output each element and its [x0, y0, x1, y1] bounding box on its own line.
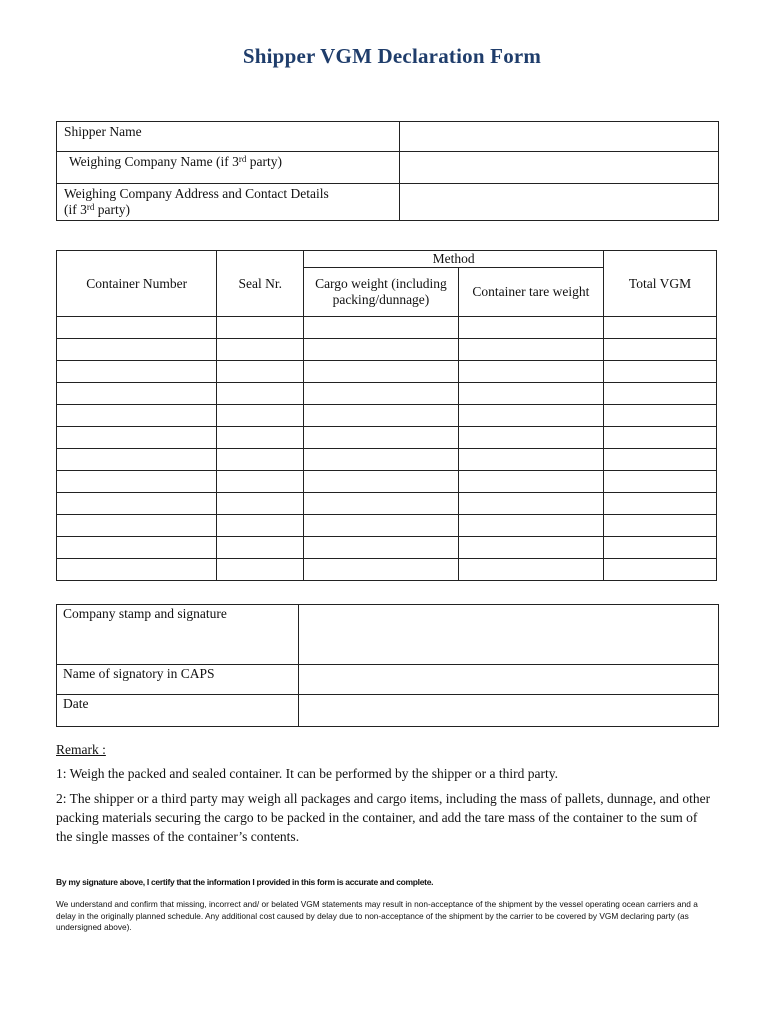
weighing-company-field[interactable]	[400, 152, 719, 184]
container-tare-cell[interactable]	[458, 493, 603, 515]
seal-nr-cell[interactable]	[217, 405, 304, 427]
table-row	[57, 317, 717, 339]
seal-nr-cell[interactable]	[217, 317, 304, 339]
table-row	[57, 339, 717, 361]
container-number-cell[interactable]	[57, 449, 217, 471]
total-vgm-cell[interactable]	[604, 537, 717, 559]
container-tare-cell[interactable]	[458, 537, 603, 559]
shipper-info-table	[56, 121, 719, 221]
date-label: Date	[57, 695, 299, 727]
table-row	[57, 559, 717, 581]
weighing-company-sup: rd	[238, 154, 247, 164]
container-tare-cell[interactable]	[458, 559, 603, 581]
weighing-address-line2	[64, 202, 393, 218]
remark-heading: Remark :	[56, 742, 106, 757]
container-number-cell[interactable]	[57, 383, 217, 405]
seal-nr-cell[interactable]	[217, 559, 304, 581]
date-field[interactable]	[299, 695, 719, 727]
table-row	[57, 427, 717, 449]
cargo-weight-cell[interactable]	[304, 515, 459, 537]
seal-nr-cell[interactable]	[217, 339, 304, 361]
seal-nr-cell[interactable]	[217, 427, 304, 449]
signatory-label: Name of signatory in CAPS	[57, 665, 299, 695]
total-vgm-cell[interactable]	[604, 515, 717, 537]
container-number-cell[interactable]	[57, 515, 217, 537]
container-number-cell[interactable]	[57, 361, 217, 383]
container-number-header: Container Number	[57, 251, 217, 317]
stamp-field[interactable]	[299, 605, 719, 665]
signature-table	[56, 604, 719, 727]
understanding-statement: We understand and confirm that missing, incorrect and/ or belated VGM statements may result in non-acceptance of the shipment by the vessel operating ocean carriers and a delay in the originally planned schedule. Any additional cost caused by delay due to non-acceptance of the shipment by the carrier to be covered by VGM declaring party (as undersigned above).	[56, 899, 698, 932]
cargo-weight-cell[interactable]	[304, 471, 459, 493]
container-tare-cell[interactable]	[458, 383, 603, 405]
container-tare-cell[interactable]	[458, 427, 603, 449]
container-number-cell[interactable]	[57, 471, 217, 493]
method-header: Method	[304, 251, 604, 268]
remark-item-1: 1: Weigh the packed and sealed container. It can be performed by the shipper or a third party.	[56, 766, 558, 781]
total-vgm-cell[interactable]	[604, 471, 717, 493]
weighing-address-text: (if 3	[64, 202, 87, 217]
weighing-address-label	[57, 184, 400, 221]
weighing-company-label	[57, 152, 400, 184]
table-row	[57, 537, 717, 559]
weighing-address-field[interactable]	[400, 184, 719, 221]
cargo-weight-cell[interactable]	[304, 493, 459, 515]
remark-item-2: 2: The shipper or a third party may weigh all packages and cargo items, including the mass of pallets, dunnage, and other packing materials securing the cargo to be packed in the container, and add the tare mass of the container to the sum of the single masses of the container’s contents.	[56, 791, 711, 844]
total-vgm-cell[interactable]	[604, 449, 717, 471]
cargo-weight-cell[interactable]	[304, 427, 459, 449]
total-vgm-cell[interactable]	[604, 383, 717, 405]
container-number-cell[interactable]	[57, 339, 217, 361]
container-number-cell[interactable]	[57, 493, 217, 515]
weighing-address-sup: rd	[86, 202, 95, 212]
container-number-cell[interactable]	[57, 427, 217, 449]
total-vgm-cell[interactable]	[604, 405, 717, 427]
container-tare-cell[interactable]	[458, 339, 603, 361]
seal-nr-cell[interactable]	[217, 361, 304, 383]
container-tare-cell[interactable]	[458, 405, 603, 427]
container-number-cell[interactable]	[57, 405, 217, 427]
signatory-field[interactable]	[299, 665, 719, 695]
cargo-weight-cell[interactable]	[304, 449, 459, 471]
cargo-weight-cell[interactable]	[304, 383, 459, 405]
container-number-cell[interactable]	[57, 317, 217, 339]
cargo-weight-cell[interactable]	[304, 537, 459, 559]
total-vgm-header: Total VGM	[604, 251, 717, 317]
total-vgm-cell[interactable]	[604, 339, 717, 361]
table-row	[57, 471, 717, 493]
total-vgm-cell[interactable]	[604, 317, 717, 339]
container-tare-cell[interactable]	[458, 471, 603, 493]
shipper-name-label: Shipper Name	[57, 122, 400, 152]
table-row	[57, 405, 717, 427]
total-vgm-cell[interactable]	[604, 493, 717, 515]
container-tare-cell[interactable]	[458, 515, 603, 537]
cargo-weight-header: Cargo weight (including packing/dunnage)	[304, 268, 459, 317]
seal-nr-cell[interactable]	[217, 471, 304, 493]
shipper-name-field[interactable]	[400, 122, 719, 152]
table-row	[57, 515, 717, 537]
cargo-weight-cell[interactable]	[304, 339, 459, 361]
seal-nr-cell[interactable]	[217, 383, 304, 405]
container-number-cell[interactable]	[57, 559, 217, 581]
seal-nr-cell[interactable]	[217, 493, 304, 515]
weighing-address-text-end: party)	[94, 202, 130, 217]
cargo-weight-cell[interactable]	[304, 361, 459, 383]
seal-nr-header: Seal Nr.	[217, 251, 304, 317]
total-vgm-cell[interactable]	[604, 427, 717, 449]
container-tare-cell[interactable]	[458, 317, 603, 339]
table-row	[57, 449, 717, 471]
total-vgm-cell[interactable]	[604, 361, 717, 383]
container-tare-cell[interactable]	[458, 449, 603, 471]
total-vgm-cell[interactable]	[604, 559, 717, 581]
container-rows	[57, 317, 717, 581]
seal-nr-cell[interactable]	[217, 449, 304, 471]
container-number-cell[interactable]	[57, 537, 217, 559]
cargo-weight-cell[interactable]	[304, 405, 459, 427]
container-tare-header: Container tare weight	[458, 268, 603, 317]
seal-nr-cell[interactable]	[217, 515, 304, 537]
table-row	[57, 493, 717, 515]
table-row	[57, 383, 717, 405]
container-table	[56, 250, 717, 581]
cargo-weight-cell[interactable]	[304, 317, 459, 339]
weighing-company-text-end: party)	[246, 154, 282, 169]
table-row	[57, 361, 717, 383]
stamp-label: Company stamp and signature	[57, 605, 299, 665]
certification-statement: By my signature above, I certify that the information I provided in this form is accurate and complete.	[56, 877, 434, 887]
weighing-address-line1: Weighing Company Address and Contact Details	[64, 186, 329, 201]
container-tare-cell[interactable]	[458, 361, 603, 383]
seal-nr-cell[interactable]	[217, 537, 304, 559]
cargo-weight-cell[interactable]	[304, 559, 459, 581]
form-title: Shipper VGM Declaration Form	[242, 44, 542, 68]
weighing-company-text: Weighing Company Name (if 3	[69, 154, 239, 169]
